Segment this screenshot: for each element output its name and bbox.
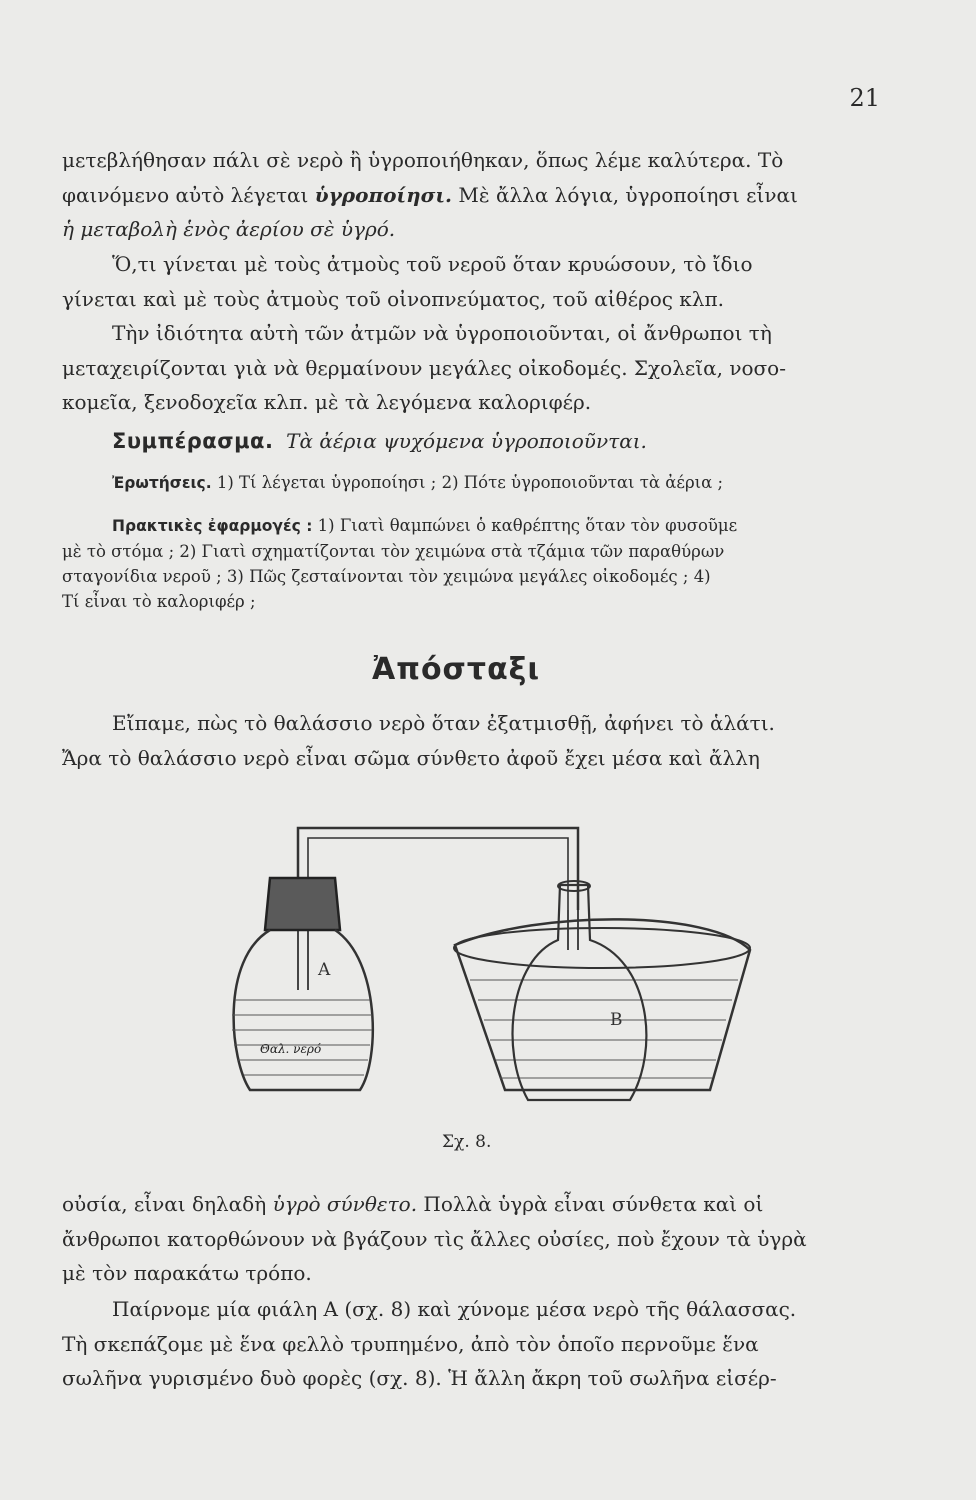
text-line: Ὅ,τι γίνεται μὲ τοὺς ἀτμοὺς τοῦ νεροῦ ὅταν κρυώσουν, τὸ ἴδιο — [112, 252, 753, 276]
conclusion-label: Συμπέρασμα. — [112, 429, 274, 453]
text-line: κομεῖα, ξενοδοχεῖα κλπ. μὲ τὰ λεγόμενα καλοριφέρ. — [62, 390, 592, 414]
text-line: Τὴν ἰδιότητα αὐτὴ τῶν ἀτμῶν νὰ ὑγροποιοῦνται, οἱ ἄνθρωποι τὴ — [112, 321, 772, 345]
figure-caption: Σχ. 8. — [442, 1132, 492, 1152]
practical-applications: Πρακτικὲς ἐφαρμογές : 1) Γιατὶ θαμπώνει ὁ καθρέπτης ὅταν τὸν φυσοῦμε μὲ τὸ στόμα ; 2) Γιατὶ σχηματίζονται τὸν χειμώνα στὰ τζάμια τῶν παραθύρων σταγονίδια νεροῦ ; 3) Πῶς ζεσταίνονται τὸν χειμώνα μεγάλες οἰκοδομές ; 4) Τί εἶναι τὸ καλοριφέρ ; — [62, 513, 892, 614]
text-line: ἄνθρωποι κατορθώνουν νὰ βγάζουν τὶς ἄλλες οὐσίες, ποὺ ἔχουν τὰ ὑγρὰ — [62, 1226, 807, 1251]
text-line: Παίρνομε μία φιάλη Α (σχ. 8) καὶ χύνομε μέσα νερὸ τῆς θάλασσας. — [112, 1297, 797, 1321]
flask-b — [513, 885, 647, 1100]
questions — [112, 470, 942, 496]
text-line: μετεβλήθησαν πάλι σὲ νερὸ ἢ ὑγροποιήθηκαν, ὅπως λέμε καλύτερα. Τὸ — [62, 148, 784, 172]
conclusion — [112, 424, 932, 459]
term-liquefaction: ὑγροποίησι. — [314, 182, 453, 207]
paragraph-distillation-intro — [62, 706, 882, 775]
bent-tube — [298, 828, 578, 915]
intro-paragraph — [62, 143, 882, 247]
flask-a — [234, 930, 373, 1090]
label-flask-b: Β — [610, 1010, 623, 1030]
text-line: μεταχειρίζονται γιὰ νὰ θερμαίνουν μεγάλες οἰκοδομές. Σχολεῖα, νοσο- — [62, 355, 786, 380]
text-line: μὲ τὸν παρακάτω τρόπο. — [62, 1261, 312, 1285]
questions-label: Ἐρωτήσεις. — [112, 474, 212, 492]
text-line: Τί εἶναι τὸ καλοριφέρ ; — [62, 592, 256, 611]
label-sea-water: Θαλ. νερό — [260, 1042, 322, 1056]
paragraph-compound-liquid — [62, 1187, 882, 1291]
cork — [265, 878, 340, 930]
questions-text: 1) Τί λέγεται ὑγροποίησι ; 2) Πότε ὑγροποιοῦνται τὰ ἀέρια ; — [216, 473, 724, 492]
section-title: Ἀπόσταξι — [372, 652, 541, 687]
text-line: φαινόμενο αὐτὸ λέγεται ὑγροποίησι. Μὲ ἄλλα λόγια, ὑγροποίησι εἶναι — [62, 182, 798, 207]
text-line: γίνεται καὶ μὲ τοὺς ἀτμοὺς τοῦ οἰνοπνεύματος, τοῦ αἰθέρος κλπ. — [62, 286, 724, 311]
text-line: σταγονίδια νεροῦ ; 3) Πῶς ζεσταίνονται τὸν χειμώνα μεγάλες οἰκοδομές ; 4) — [62, 567, 711, 586]
text-line: Εἴπαμε, πὼς τὸ θαλάσσιο νερὸ ὅταν ἐξατμισθῇ, ἀφήνει τὸ ἁλάτι. — [112, 711, 775, 735]
distillation-diagram — [210, 800, 770, 1130]
term-compound-liquid: ὑγρὸ σύνθετο. — [272, 1192, 418, 1216]
text-line: Ἄρα τὸ θαλάσσιο νερὸ εἶναι σῶμα σύνθετο ἀφοῦ ἔχει μέσα καὶ ἄλλη — [62, 745, 760, 770]
practical-label: Πρακτικὲς ἐφαρμογές : — [112, 517, 313, 535]
text-line: μὲ τὸ στόμα ; 2) Γιατὶ σχηματίζονται τὸν χειμώνα στὰ τζάμια τῶν παραθύρων — [62, 542, 725, 561]
paragraph-heating — [62, 316, 882, 420]
paragraph-procedure — [62, 1292, 882, 1396]
text-line: σωλῆνα γυρισμένο δυὸ φορὲς (σχ. 8). Ἡ ἄλλη ἄκρη τοῦ σωλῆνα εἰσέρ- — [62, 1366, 777, 1390]
tube-into-flask-b — [568, 910, 578, 950]
text-line: ἡ μεταβολὴ ἑνὸς ἀερίου σὲ ὑγρό. — [62, 217, 396, 241]
bent-tube-inner — [308, 838, 568, 915]
basin-rim — [454, 928, 750, 968]
distillation-figure — [210, 800, 770, 1170]
text-line: Τὴ σκεπάζομε μὲ ἕνα φελλὸ τρυπημένο, ἀπὸ τὸν ὁποῖο περνοῦμε ἕνα — [62, 1331, 759, 1356]
page-number: 21 — [849, 84, 880, 112]
label-flask-a: Α — [318, 960, 331, 980]
text-line: οὐσία, εἶναι δηλαδὴ ὑγρὸ σύνθετο. Πολλὰ ὑγρὰ εἶναι σύνθετα καὶ οἱ — [62, 1192, 764, 1216]
paragraph-vapours — [62, 247, 882, 316]
conclusion-text: Τὰ ἀέρια ψυχόμενα ὑγροποιοῦνται. — [286, 429, 647, 453]
